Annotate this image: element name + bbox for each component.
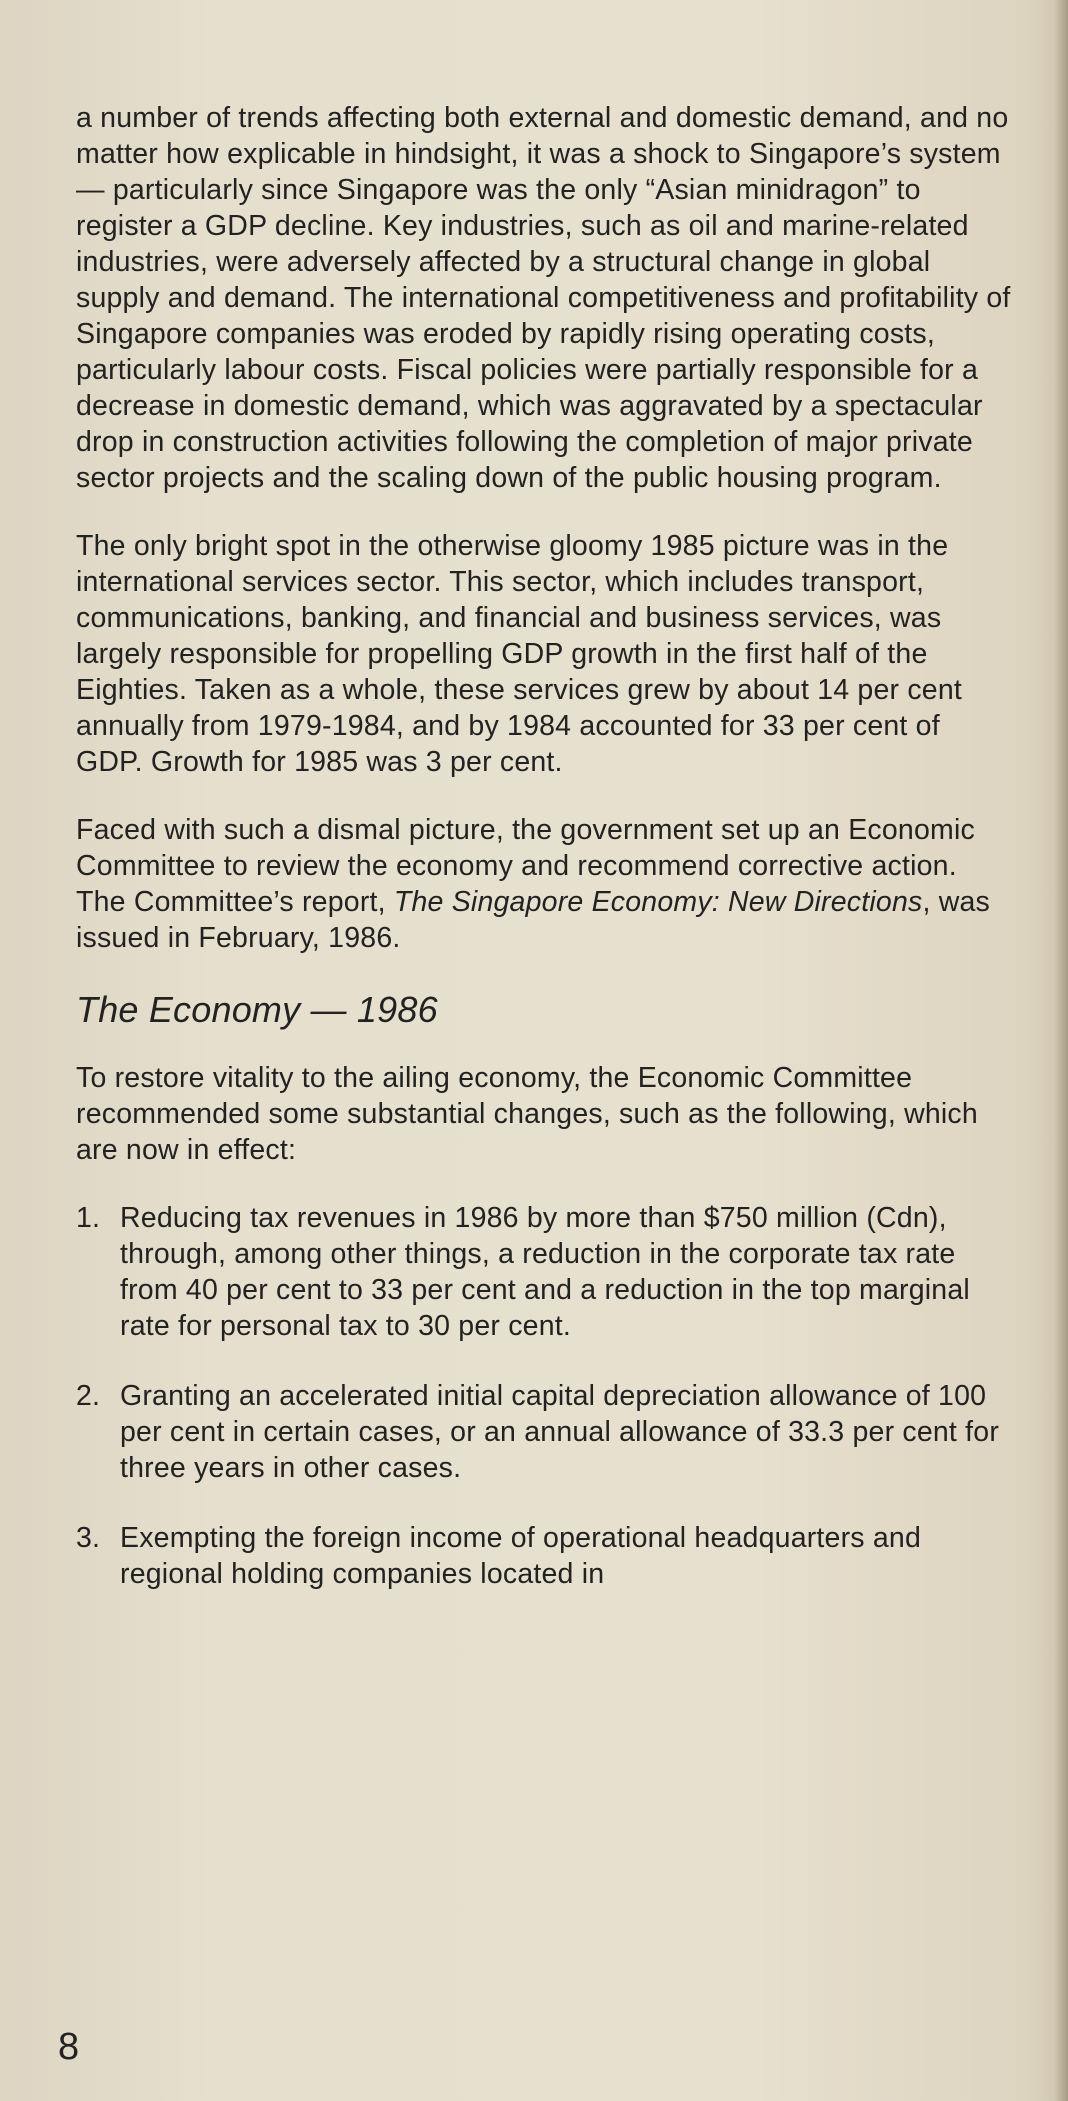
paragraph-decline: a number of trends affecting both external and domestic demand, and no matter how explicable in hindsight, it was a shock to Singapore’s system — particularly since Singapore was the only “Asian minidragon” to register a GDP decline. Key industries, such as oil and marine-related industries, were adversely affected by a structural change in global supply and demand. The international competitiveness and profitability of Singapore companies was eroded by rapidly rising operating costs, particularly labour costs. Fiscal policies were partially responsible for a decrease in domestic demand, which was aggravated by a spectacular drop in construction activities following the completion of major private sector projects and the scaling down of the public housing program.	[76, 102, 1011, 494]
paragraph-committee	[76, 812, 1012, 956]
list-item	[76, 1378, 1012, 1486]
list-item-text: Granting an accelerated initial capital depreciation allowance of 100 per cent in certain cases, or an annual allowance of 33.3 per cent for three years in other cases.	[120, 1380, 1000, 1484]
list-item	[76, 1200, 1012, 1344]
paragraph-services: The only bright spot in the otherwise gloomy 1985 picture was in the international services sector. This sector, which includes transport, communications, banking, and financial and business services, was largely responsible for propelling GDP growth in the first half of the Eighties. Taken as a whole, these services grew by about 14 per cent annually from 1979-1984, and by 1984 accounted for 33 per cent of GDP. Growth for 1985 was 3 per cent.	[76, 530, 962, 778]
list-item-text: Reducing tax revenues in 1986 by more than $750 million (Cdn), through, among other things, a reduction in the corporate tax rate from 40 per cent to 33 per cent and a reduction in the top marginal rate for personal tax to 30 per cent.	[120, 1202, 970, 1342]
report-title: The Singapore Economy: New Directions	[393, 886, 923, 918]
committee-text-before: Faced with such a dismal picture, the government set up an Economic Committee to review the economy and recommend corrective action. The Committee’s report,	[76, 814, 975, 918]
list-item-number: 2.	[76, 1380, 101, 1412]
recommendations-list	[76, 1200, 1012, 1592]
section-intro: To restore vitality to the ailing economy, the Economic Committee recommended some substantial changes, such as the following, which are now in effect:	[76, 1062, 978, 1166]
list-item-number: 1.	[76, 1202, 101, 1234]
section-heading: The Economy — 1986	[76, 989, 438, 1030]
list-item-text: Exempting the foreign income of operational headquarters and regional holding companies located in	[120, 1522, 922, 1590]
list-item-number: 3.	[76, 1522, 101, 1554]
page-content	[76, 100, 1012, 1626]
page-edge-shadow	[1054, 0, 1068, 2101]
list-item	[76, 1520, 1012, 1592]
page-number: 8	[58, 2026, 80, 2068]
committee-text-after: , was issued in February, 1986.	[76, 886, 990, 954]
